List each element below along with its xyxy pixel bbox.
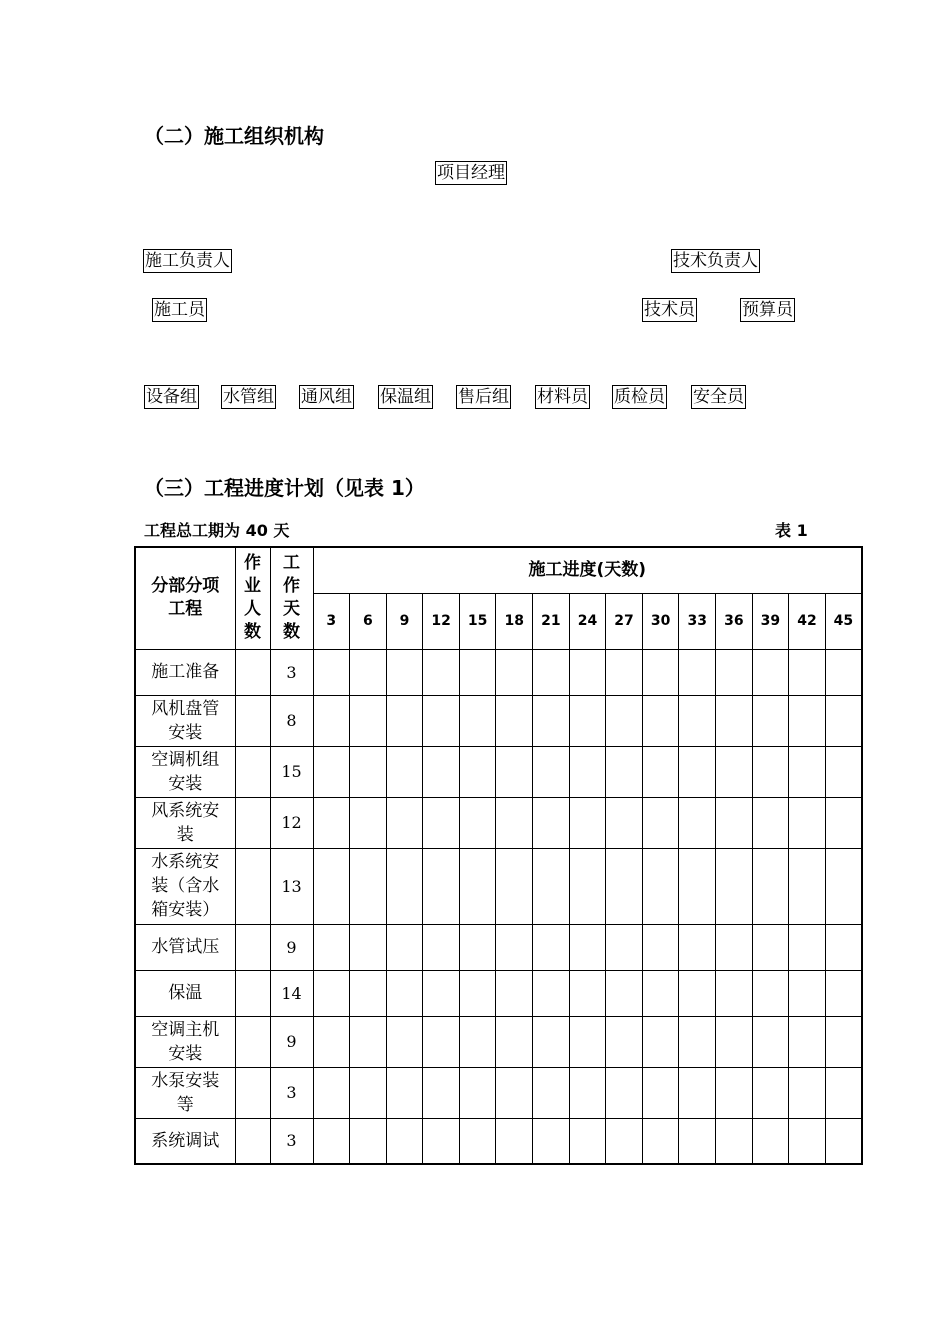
progress-cell [679,1067,716,1118]
workers-cell [235,1067,270,1118]
progress-cell [716,848,753,924]
org-box-team: 水管组 [223,387,274,407]
day-tick: 42 [789,593,826,649]
progress-cell [350,924,387,970]
progress-cell [642,649,679,695]
progress-cell [313,970,350,1016]
progress-cell [496,924,533,970]
day-tick: 45 [825,593,862,649]
days-cell: 12 [270,797,313,848]
progress-cell [825,695,862,746]
day-tick: 30 [642,593,679,649]
days-cell: 14 [270,970,313,1016]
progress-cell [825,1118,862,1164]
org-box-technical-lead: 技术负责人 [673,251,758,271]
table-row [135,695,862,746]
progress-cell [716,1067,753,1118]
progress-cell [789,797,826,848]
progress-cell [642,970,679,1016]
day-tick: 15 [459,593,496,649]
progress-cell [825,649,862,695]
header-row [135,547,862,593]
progress-cell [606,1118,643,1164]
org-box-team: 设备组 [146,387,197,407]
progress-cell [825,1016,862,1067]
progress-cell [825,924,862,970]
progress-cell [569,649,606,695]
workers-cell [235,924,270,970]
progress-cell [459,1118,496,1164]
org-box-project-manager: 项目经理 [437,163,505,183]
progress-cell [642,1016,679,1067]
progress-cell [423,1016,460,1067]
progress-cell [533,746,570,797]
progress-cell [716,797,753,848]
table-row [135,970,862,1016]
progress-cell [350,848,387,924]
progress-cell [789,924,826,970]
progress-cell [825,746,862,797]
task-cell: 系统调试 [135,1118,235,1164]
progress-cell [606,746,643,797]
org-box-team: 售后组 [458,387,509,407]
task-cell: 施工准备 [135,649,235,695]
duration-note: 工程总工期为 40 天 [144,521,290,540]
progress-cell [789,970,826,1016]
progress-cell [569,924,606,970]
progress-cell [752,924,789,970]
progress-cell [569,970,606,1016]
workers-cell [235,848,270,924]
section3-title: （三）工程进度计划（见表 1） [144,476,425,500]
progress-cell [679,649,716,695]
progress-cell [789,695,826,746]
table-row [135,1118,862,1164]
progress-cell [533,1016,570,1067]
table-row [135,746,862,797]
progress-cell [642,1067,679,1118]
progress-cell [679,970,716,1016]
progress-cell [716,970,753,1016]
day-tick: 39 [752,593,789,649]
progress-cell [606,1016,643,1067]
progress-cell [789,1067,826,1118]
progress-cell [789,649,826,695]
progress-cell [533,924,570,970]
table-row [135,797,862,848]
progress-cell [642,797,679,848]
progress-cell [350,695,387,746]
progress-cell [386,1118,423,1164]
progress-cell [423,746,460,797]
org-box-team: 安全员 [693,387,744,407]
progress-cell [569,695,606,746]
progress-cell [496,746,533,797]
task-cell: 水系统安装（含水箱安装） [135,848,235,924]
progress-cell [496,970,533,1016]
progress-cell [459,848,496,924]
progress-cell [825,848,862,924]
progress-cell [789,1016,826,1067]
workers-cell [235,1118,270,1164]
days-cell: 3 [270,649,313,695]
progress-cell [606,970,643,1016]
days-cell: 3 [270,1067,313,1118]
progress-cell [350,1016,387,1067]
day-tick: 3 [313,593,350,649]
progress-cell [789,1118,826,1164]
progress-cell [716,649,753,695]
progress-cell [752,848,789,924]
progress-cell [386,848,423,924]
workers-cell [235,1016,270,1067]
progress-cell [423,970,460,1016]
progress-cell [825,970,862,1016]
org-box-technician: 技术员 [644,300,695,320]
progress-cell [386,1016,423,1067]
progress-cell [533,1118,570,1164]
progress-cell [496,848,533,924]
progress-cell [423,695,460,746]
progress-cell [789,746,826,797]
progress-cell [350,797,387,848]
progress-cell [313,1016,350,1067]
progress-cell [679,1016,716,1067]
progress-cell [569,746,606,797]
schedule-table [134,546,863,1165]
progress-cell [569,797,606,848]
table-row [135,649,862,695]
task-cell: 空调机组安装 [135,746,235,797]
progress-cell [313,649,350,695]
table-row [135,1016,862,1067]
days-cell: 15 [270,746,313,797]
day-tick: 36 [716,593,753,649]
progress-cell [533,797,570,848]
table-label: 表 1 [775,521,808,540]
progress-cell [679,797,716,848]
progress-cell [606,1067,643,1118]
task-cell: 保温 [135,970,235,1016]
progress-cell [313,848,350,924]
progress-cell [423,1067,460,1118]
header-days: 工作天数 [270,547,313,649]
task-cell: 风机盘管安装 [135,695,235,746]
progress-cell [752,1067,789,1118]
progress-cell [533,649,570,695]
progress-cell [423,924,460,970]
org-box-team: 质检员 [614,387,665,407]
org-box-team: 保温组 [380,387,431,407]
progress-cell [313,797,350,848]
workers-cell [235,695,270,746]
progress-cell [825,797,862,848]
progress-cell [679,695,716,746]
progress-cell [752,970,789,1016]
progress-cell [569,1067,606,1118]
progress-cell [386,695,423,746]
progress-cell [716,1016,753,1067]
progress-cell [533,970,570,1016]
progress-cell [642,746,679,797]
progress-cell [496,797,533,848]
progress-cell [716,746,753,797]
days-cell: 13 [270,848,313,924]
org-box-team: 材料员 [537,387,588,407]
progress-cell [313,924,350,970]
header-workers: 作业人数 [235,547,270,649]
day-tick: 12 [423,593,460,649]
progress-cell [459,797,496,848]
progress-cell [606,695,643,746]
day-tick: 24 [569,593,606,649]
progress-cell [459,649,496,695]
workers-cell [235,649,270,695]
table-row [135,924,862,970]
workers-cell [235,746,270,797]
progress-cell [752,1118,789,1164]
progress-cell [642,1118,679,1164]
progress-cell [313,695,350,746]
progress-cell [459,924,496,970]
progress-cell [459,695,496,746]
progress-cell [716,924,753,970]
section2-title: （二）施工组织机构 [144,124,324,148]
progress-cell [350,970,387,1016]
days-cell: 8 [270,695,313,746]
progress-cell [606,649,643,695]
progress-cell [752,695,789,746]
progress-cell [679,1118,716,1164]
progress-cell [386,746,423,797]
progress-cell [716,695,753,746]
progress-cell [606,848,643,924]
task-cell: 水管试压 [135,924,235,970]
progress-cell [533,848,570,924]
day-tick: 33 [679,593,716,649]
days-cell: 3 [270,1118,313,1164]
progress-cell [459,970,496,1016]
task-cell: 水泵安装等 [135,1067,235,1118]
progress-cell [752,1016,789,1067]
progress-cell [313,746,350,797]
progress-cell [679,746,716,797]
progress-cell [386,1067,423,1118]
org-box-budgeter: 预算员 [742,300,793,320]
progress-cell [533,695,570,746]
day-tick: 18 [496,593,533,649]
progress-cell [606,797,643,848]
progress-cell [386,797,423,848]
header-progress: 施工进度(天数) [313,547,862,593]
progress-cell [350,1067,387,1118]
progress-cell [533,1067,570,1118]
progress-cell [350,1118,387,1164]
task-cell: 空调主机安装 [135,1016,235,1067]
days-cell: 9 [270,924,313,970]
progress-cell [569,1118,606,1164]
progress-cell [313,1118,350,1164]
header-task: 分部分项工程 [135,547,235,649]
table-row [135,848,862,924]
progress-cell [606,924,643,970]
workers-cell [235,797,270,848]
progress-cell [642,848,679,924]
day-tick: 9 [386,593,423,649]
progress-cell [569,848,606,924]
progress-cell [386,649,423,695]
org-box-construction-lead: 施工负责人 [145,251,230,271]
progress-cell [459,1016,496,1067]
progress-cell [569,1016,606,1067]
day-tick: 6 [350,593,387,649]
progress-cell [423,649,460,695]
task-cell: 风系统安装 [135,797,235,848]
progress-cell [679,924,716,970]
progress-cell [825,1067,862,1118]
progress-cell [716,1118,753,1164]
org-box-team: 通风组 [301,387,352,407]
progress-cell [752,797,789,848]
progress-cell [459,1067,496,1118]
progress-cell [496,695,533,746]
progress-cell [350,649,387,695]
progress-cell [496,1118,533,1164]
workers-cell [235,970,270,1016]
progress-cell [642,695,679,746]
days-cell: 9 [270,1016,313,1067]
progress-cell [423,848,460,924]
org-box-constructor: 施工员 [154,300,205,320]
progress-cell [789,848,826,924]
progress-cell [459,746,496,797]
progress-cell [386,924,423,970]
progress-cell [496,1016,533,1067]
progress-cell [642,924,679,970]
progress-cell [423,797,460,848]
progress-cell [423,1118,460,1164]
progress-cell [752,649,789,695]
progress-cell [496,649,533,695]
progress-cell [350,746,387,797]
progress-cell [679,848,716,924]
day-tick: 27 [606,593,643,649]
progress-cell [752,746,789,797]
progress-cell [313,1067,350,1118]
progress-cell [386,970,423,1016]
progress-cell [496,1067,533,1118]
table-row [135,1067,862,1118]
day-tick: 21 [533,593,570,649]
